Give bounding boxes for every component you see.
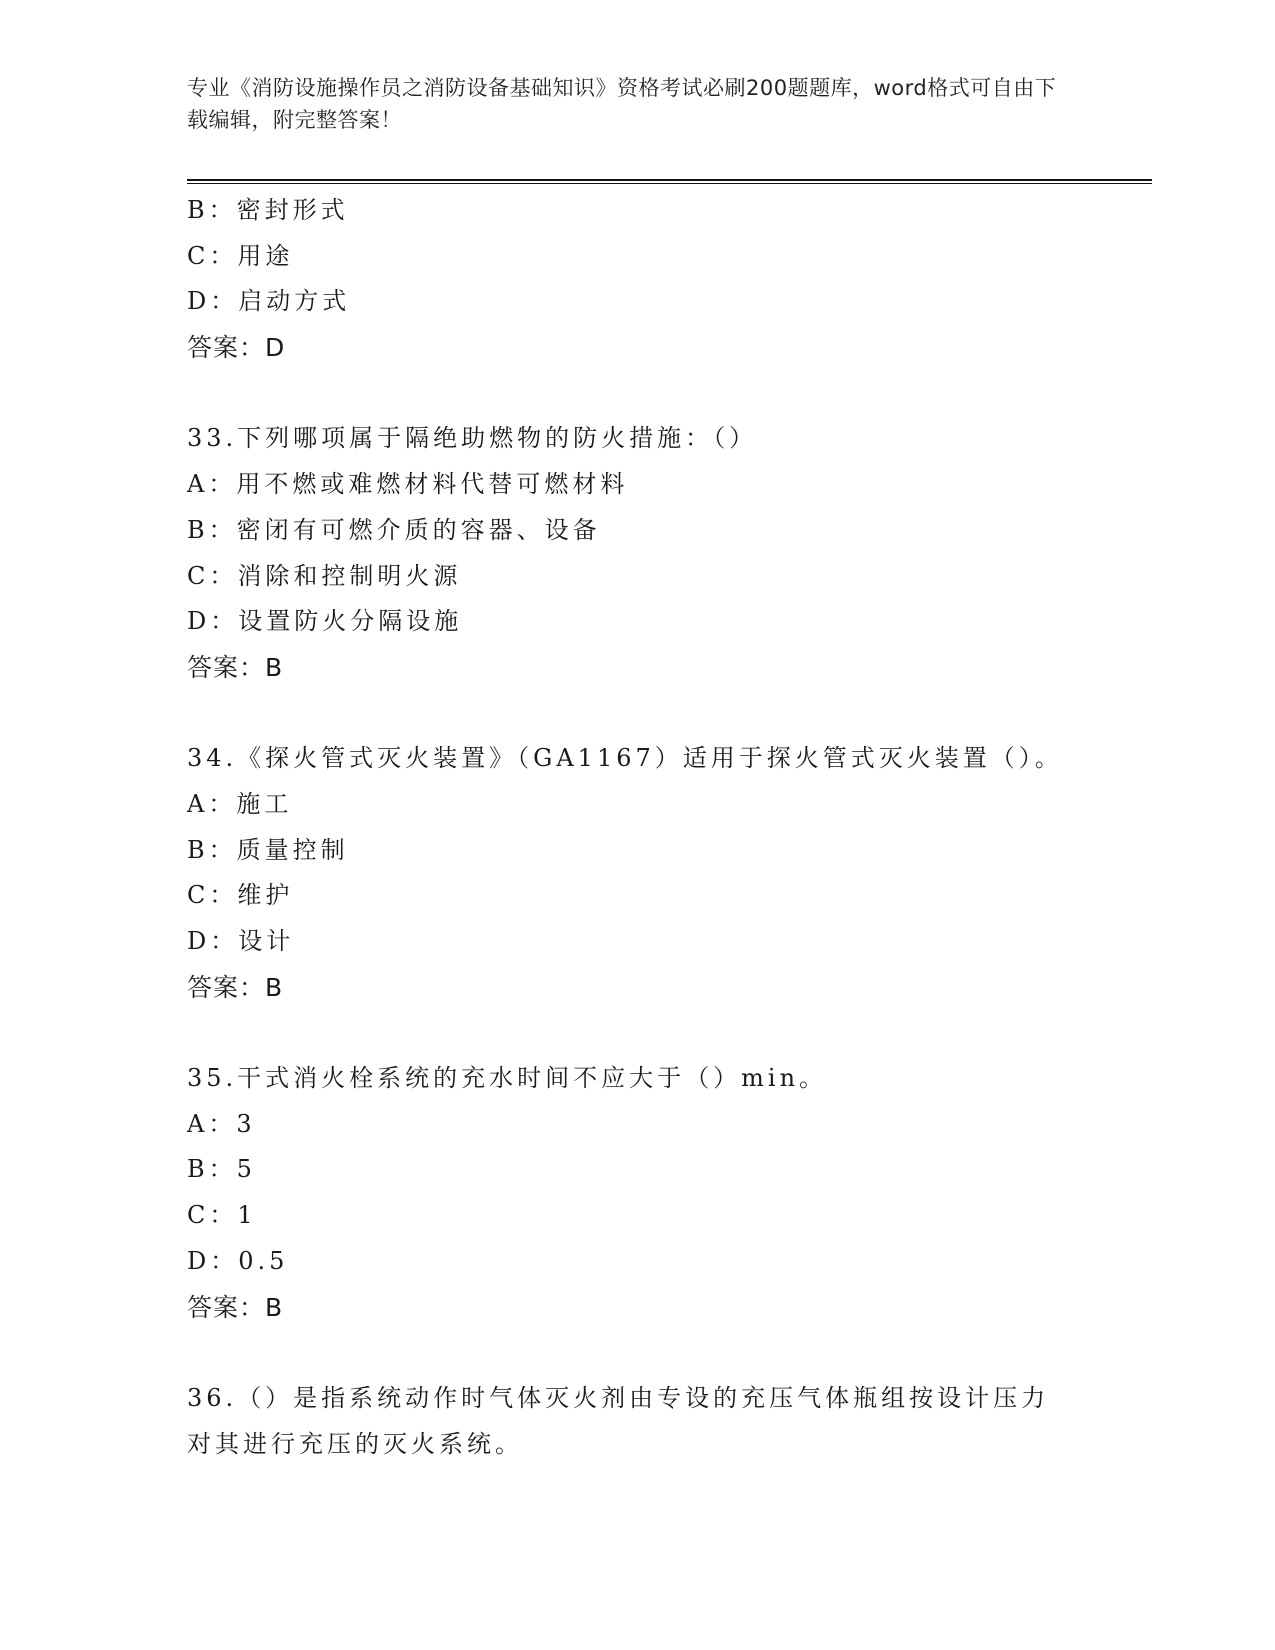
page-header (187, 72, 1067, 136)
option-c: C：消除和控制明火源 (187, 561, 462, 590)
option-c: C：1 (187, 1201, 257, 1230)
option-a: A：用不燃或难燃材料代替可燃材料 (187, 470, 629, 499)
spacer (187, 1010, 1152, 1056)
option-c: C：用途 (187, 241, 294, 270)
answer-line: 答案：B (187, 652, 284, 682)
option-d: D：0.5 (187, 1246, 289, 1275)
option-d: D：设计 (187, 927, 295, 955)
question-block-34 (187, 736, 1152, 1010)
spacer (187, 371, 1152, 417)
question-content (187, 188, 1152, 1467)
question-stem: 33.下列哪项属于隔绝助燃物的防火措施：（） (187, 424, 758, 453)
option-c: C：维护 (187, 881, 294, 910)
option-a: A：3 (187, 1109, 256, 1138)
question-stem-line-1: 36.（）是指系统动作时气体灭火剂由专设的充压气体瓶组按设计压力 (187, 1383, 1050, 1412)
option-b: B：密封形式 (187, 196, 349, 224)
document-title: 专业《消防设施操作员之消防设备基础知识》资格考试必刷200题题库，word格式可自由下载编辑，附完整答案！ (187, 76, 1057, 132)
spacer (187, 1330, 1152, 1376)
answer-line: 答案：B (187, 1292, 284, 1322)
spacer (187, 691, 1152, 737)
question-block-36 (187, 1376, 1152, 1467)
answer-line: 答案：B (187, 972, 284, 1002)
question-block-32-continued (187, 188, 1152, 371)
option-d: D：设置防火分隔设施 (187, 607, 463, 636)
question-stem: 35.干式消火栓系统的充水时间不应大于（）min。 (187, 1064, 828, 1093)
header-divider (187, 179, 1152, 184)
option-d: D：启动方式 (187, 287, 351, 316)
option-b: B：5 (187, 1155, 256, 1184)
option-b: B：质量控制 (187, 835, 349, 864)
question-block-33 (187, 416, 1152, 690)
option-a: A：施工 (187, 789, 293, 818)
option-b: B：密闭有可燃介质的容器、设备 (187, 515, 601, 544)
answer-line: 答案：D (187, 333, 286, 363)
question-stem-line-2: 对其进行充压的灭火系统。 (187, 1429, 523, 1458)
question-block-35 (187, 1056, 1152, 1330)
question-stem: 34.《探火管式灭火装置》（GA1167）适用于探火管式灭火装置（）。 (187, 744, 1063, 773)
